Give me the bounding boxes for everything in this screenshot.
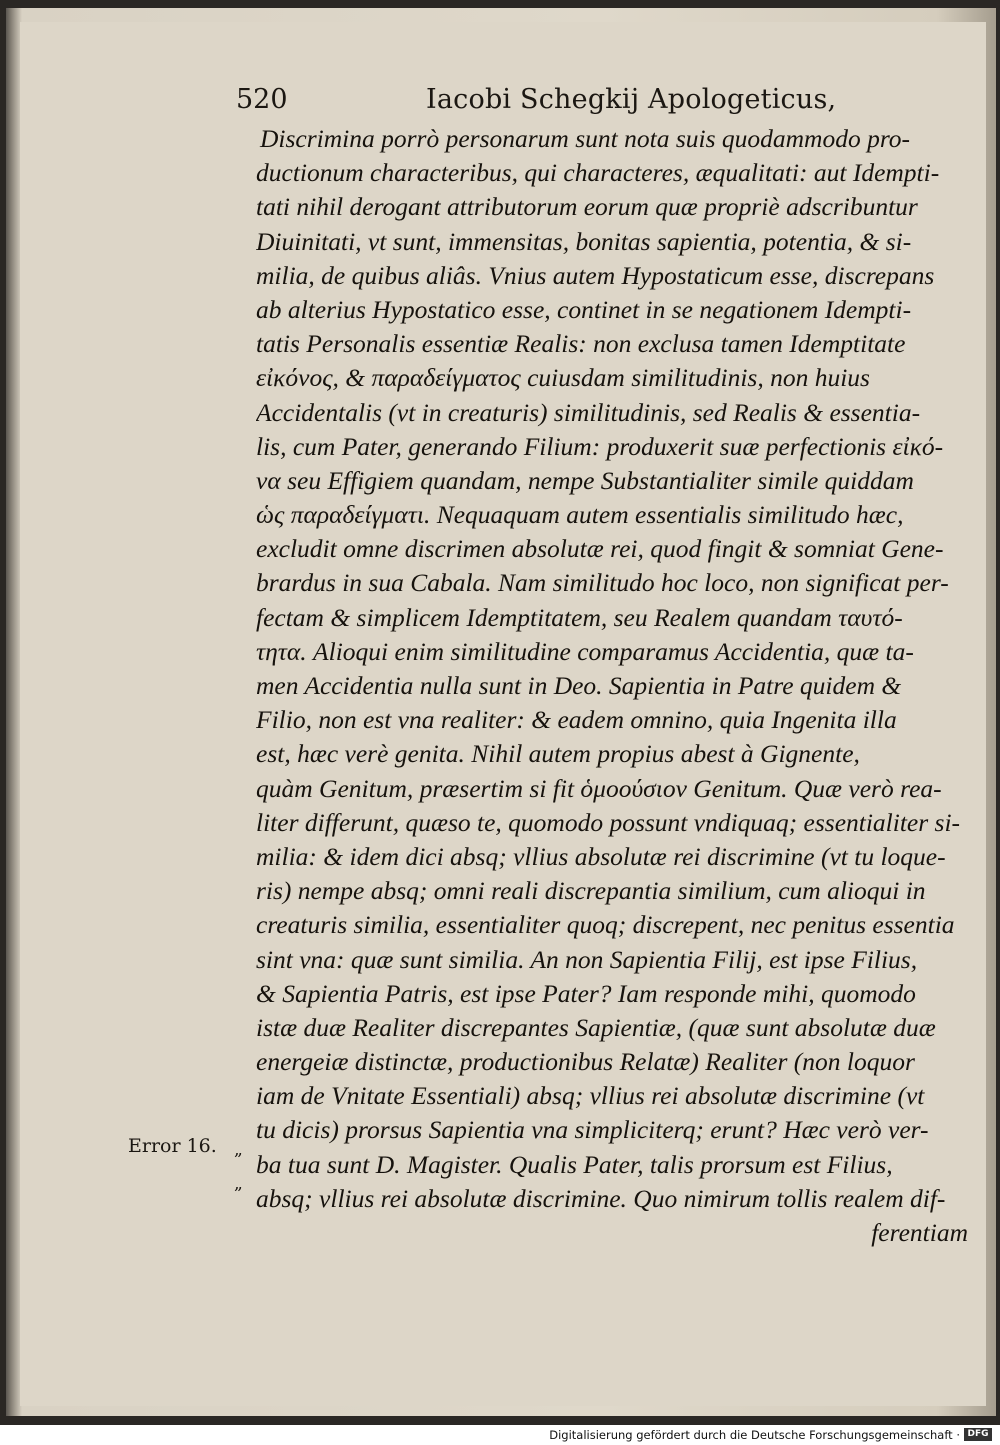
- text-line: milia, de quibus aliâs. Vnius autem Hypostaticum esse, discrepans: [256, 260, 935, 290]
- text-line: fectam & simplicem Idemptitatem, seu Realem quandam ταυτό-: [256, 602, 903, 632]
- text-line: tati nihil derogant attributorum eorum quæ propriè adscribuntur: [256, 192, 918, 222]
- text-line: ba tua sunt D. Magister. Qualis Pater, talis prorsum est Filius,: [256, 1149, 893, 1179]
- text-line: excludit omne discrimen absolutæ rei, quod fingit & somniat Gene-: [256, 534, 944, 564]
- text-line: liter differunt, quæso te, quomodo possunt vndiquaq; essentialiter si-: [256, 807, 961, 837]
- text-line: Filio, non est vna realiter: & eadem omnino, quia Ingenita illa: [256, 705, 897, 735]
- text-line: absq; vllius rei absolutæ discrimine. Quo nimirum tollis realem dif-: [256, 1183, 946, 1213]
- text-line: ductionum characteribus, qui characteres, æqualitati: aut Idempti-: [256, 158, 940, 188]
- text-line: lis, cum Pater, generando Filium: produxerit suæ perfectionis εἰκό-: [256, 431, 944, 461]
- text-line: energeiæ distinctæ, productionibus Relatæ) Realiter (non loquor: [256, 1047, 915, 1077]
- text-line: creaturis similia, essentialiter quoq; discrepent, nec penitus essentia: [256, 910, 955, 940]
- margin-note: Error 16.: [128, 1135, 217, 1157]
- running-head: Iacobi Schegkij Apologeticus,: [426, 84, 837, 115]
- text-line: ab alterius Hypostatico esse, continet in se negationem Idempti-: [256, 294, 912, 324]
- quote-mark: „: [234, 1174, 243, 1194]
- text-line: men Accidentia nulla sunt in Deo. Sapientia in Patre quidem &: [256, 671, 902, 700]
- text-line: Discrimina porrò personarum sunt nota suis quodammodo pro-: [260, 124, 911, 153]
- catchword: ferentiam: [871, 1218, 968, 1247]
- text-line: brardus in sua Cabala. Nam similitudo hoc loco, non significat per-: [256, 568, 949, 598]
- text-line: ris) nempe absq; omni reali discrepantia similium, cum alioqui in: [256, 876, 926, 906]
- text-line: εἰκόνος, & παραδείγματος cuiusdam similitudinis, non huius: [256, 363, 870, 393]
- text-line: tu dicis) prorsus Sapientia vna simpliciterq; erunt? Hæc verò ver-: [256, 1115, 929, 1145]
- text-line: istæ duæ Realiter discrepantes Sapientiæ, (quæ sunt absolutæ duæ: [256, 1012, 936, 1042]
- text-line: est, hæc verè genita. Nihil autem propius abest à Gignente,: [256, 739, 860, 769]
- text-line: quàm Genitum, præsertim si fit ὁμοούσιον Genitum. Quæ verò rea-: [256, 773, 942, 803]
- dfg-logo-icon: DFG: [964, 1428, 992, 1441]
- page-number: 520: [236, 84, 288, 115]
- text-line: tatis Personalis essentiæ Realis: non exclusa tamen Idemptitate: [256, 329, 906, 359]
- quote-mark: „: [234, 1140, 243, 1160]
- funding-credit: Digitalisierung gefördert durch die Deutsche Forschungsgemeinschaft ·: [549, 1428, 960, 1442]
- text-line: να seu Effigiem quandam, nempe Substantialiter simile quiddam: [256, 465, 914, 495]
- text-line: sint vna: quæ sunt similia. An non Sapientia Filij, est ipse Filius,: [256, 944, 918, 974]
- footer-bar: [0, 1425, 1000, 1445]
- text-line: milia: & idem dici absq; vllius absolutæ rei discrimine (vt tu loque-: [256, 841, 946, 871]
- body-text: [256, 122, 968, 1250]
- text-line: & Sapientia Patris, est ipse Pater? Iam responde mihi, quomodo: [256, 978, 916, 1008]
- page-header: [236, 82, 956, 118]
- text-line: Diuinitati, vt sunt, immensitas, bonitas sapientia, potentia, & si-: [256, 226, 912, 256]
- text-line: ὡς παραδείγματι. Nequaquam autem essentialis similitudo hæc,: [256, 500, 904, 530]
- text-line: iam de Vnitate Essentiali) absq; vllius rei absolutæ discrimine (vt: [256, 1081, 925, 1111]
- text-line: Accidentalis (vt in creaturis) similitudinis, sed Realis & essentia-: [256, 397, 921, 427]
- text-line: τητα. Alioqui enim similitudine comparamus Accidentia, quæ ta-: [256, 636, 914, 666]
